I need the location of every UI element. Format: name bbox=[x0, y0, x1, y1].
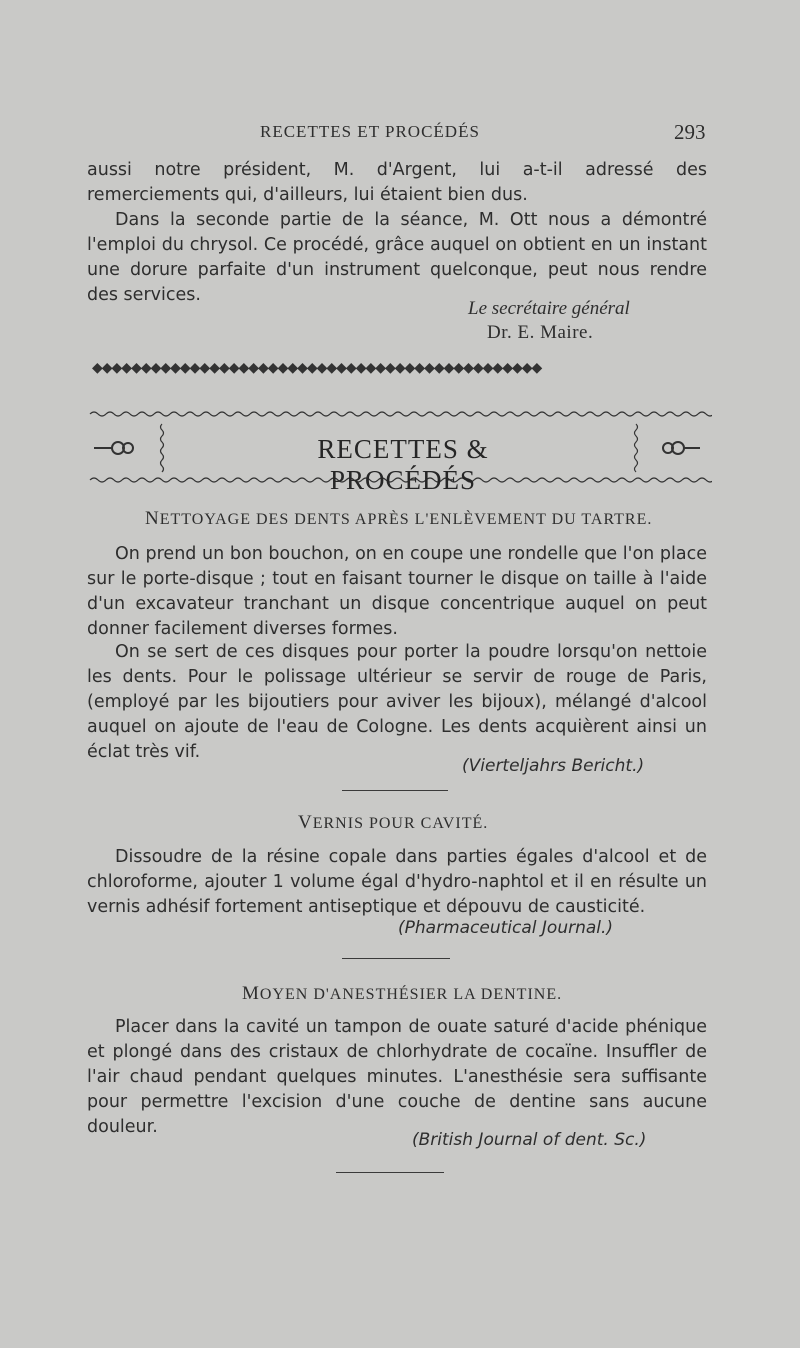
varnish-paragraph: Dissoudre de la résine copale dans parties égales d'alcool et de chloroforme, ajouter 1 volume égal d'hydro-naphtol et il en résulte un vernis adhésif fortement antiseptique et dépouvu de causticité. bbox=[87, 847, 707, 917]
ornament-diamond-row: ◆◆◆◆◆◆◆◆◆◆◆◆◆◆◆◆◆◆◆◆◆◆◆◆◆◆◆◆◆◆◆◆◆◆◆◆◆◆◆◆◆◆◆◆◆◆ bbox=[92, 360, 542, 376]
page-number: 293 bbox=[674, 120, 706, 144]
intro-paragraph-2: Dans la seconde partie de la séance, M. Ott nous a démontré l'emploi du chrysol. Ce procédé, grâce auquel on obtient en un instant une dorure parfaite d'un instrument quelconque, peut nous rendre des services. bbox=[87, 210, 707, 305]
signature-name: Dr. E. Maire. bbox=[487, 322, 594, 343]
intro-paragraph-1: aussi notre président, M. d'Argent, lui a-t-il adressé des remerciements qui, d'ailleurs, lui étaient bien dus. bbox=[87, 160, 707, 205]
banner-title: RECETTES & PROCÉDÉS bbox=[317, 434, 489, 495]
cleaning-paragraph-2: On se sert de ces disques pour porter la poudre lorsqu'on nettoie les dents. Pour le polissage ultérieur se servir de rouge de Paris, (employé par les bijoutiers pour aviver les bijoux), mélangé d'alcool auquel on ajoute de l'eau de Cologne. Les dents acquièrent ainsi un éclat très vif. bbox=[87, 642, 707, 762]
left-fleuron-icon bbox=[94, 442, 133, 454]
running-title: RECETTES ET PROCÉDÉS bbox=[260, 122, 480, 141]
cleaning-paragraph-1: On prend un bon bouchon, on en coupe une rondelle que l'on place sur le porte-disque ; tout en faisant tourner le disque on taille à l'aide d'un excavateur tranchant un disque concentrique auquel on peut donner facilement diverses formes. bbox=[87, 544, 707, 639]
right-fleuron-icon bbox=[663, 442, 700, 454]
running-head bbox=[0, 120, 800, 150]
section-divider bbox=[342, 958, 450, 959]
signature-role: Le secrétaire général bbox=[468, 298, 630, 319]
section-divider bbox=[336, 1172, 444, 1173]
anesthesia-paragraph: Placer dans la cavité un tampon de ouate saturé d'acide phénique et plongé dans des cristaux de chlorhydrate de cocaïne. Insuffler de l'air chaud pendant quelques minutes. L'anesthésie sera suffisante pour permettre l'excision d'une couche de dentine sans aucune douleur. bbox=[87, 1017, 707, 1137]
section-banner bbox=[88, 406, 712, 495]
section-heading-varnish: VERNIS POUR CAVITÉ. bbox=[298, 812, 489, 833]
section-divider bbox=[342, 790, 448, 791]
section-heading-anesthesia: MOYEN D'ANESTHÉSIER LA DENTINE. bbox=[242, 983, 563, 1004]
anesthesia-citation: (British Journal of dent. Sc.) bbox=[412, 1130, 647, 1150]
section-heading-cleaning: NETTOYAGE DES DENTS APRÈS L'ENLÈVEMENT DU TARTRE. bbox=[145, 508, 653, 529]
varnish-citation: (Pharmaceutical Journal.) bbox=[398, 918, 614, 938]
cleaning-citation: (Vierteljahrs Bericht.) bbox=[462, 756, 645, 776]
